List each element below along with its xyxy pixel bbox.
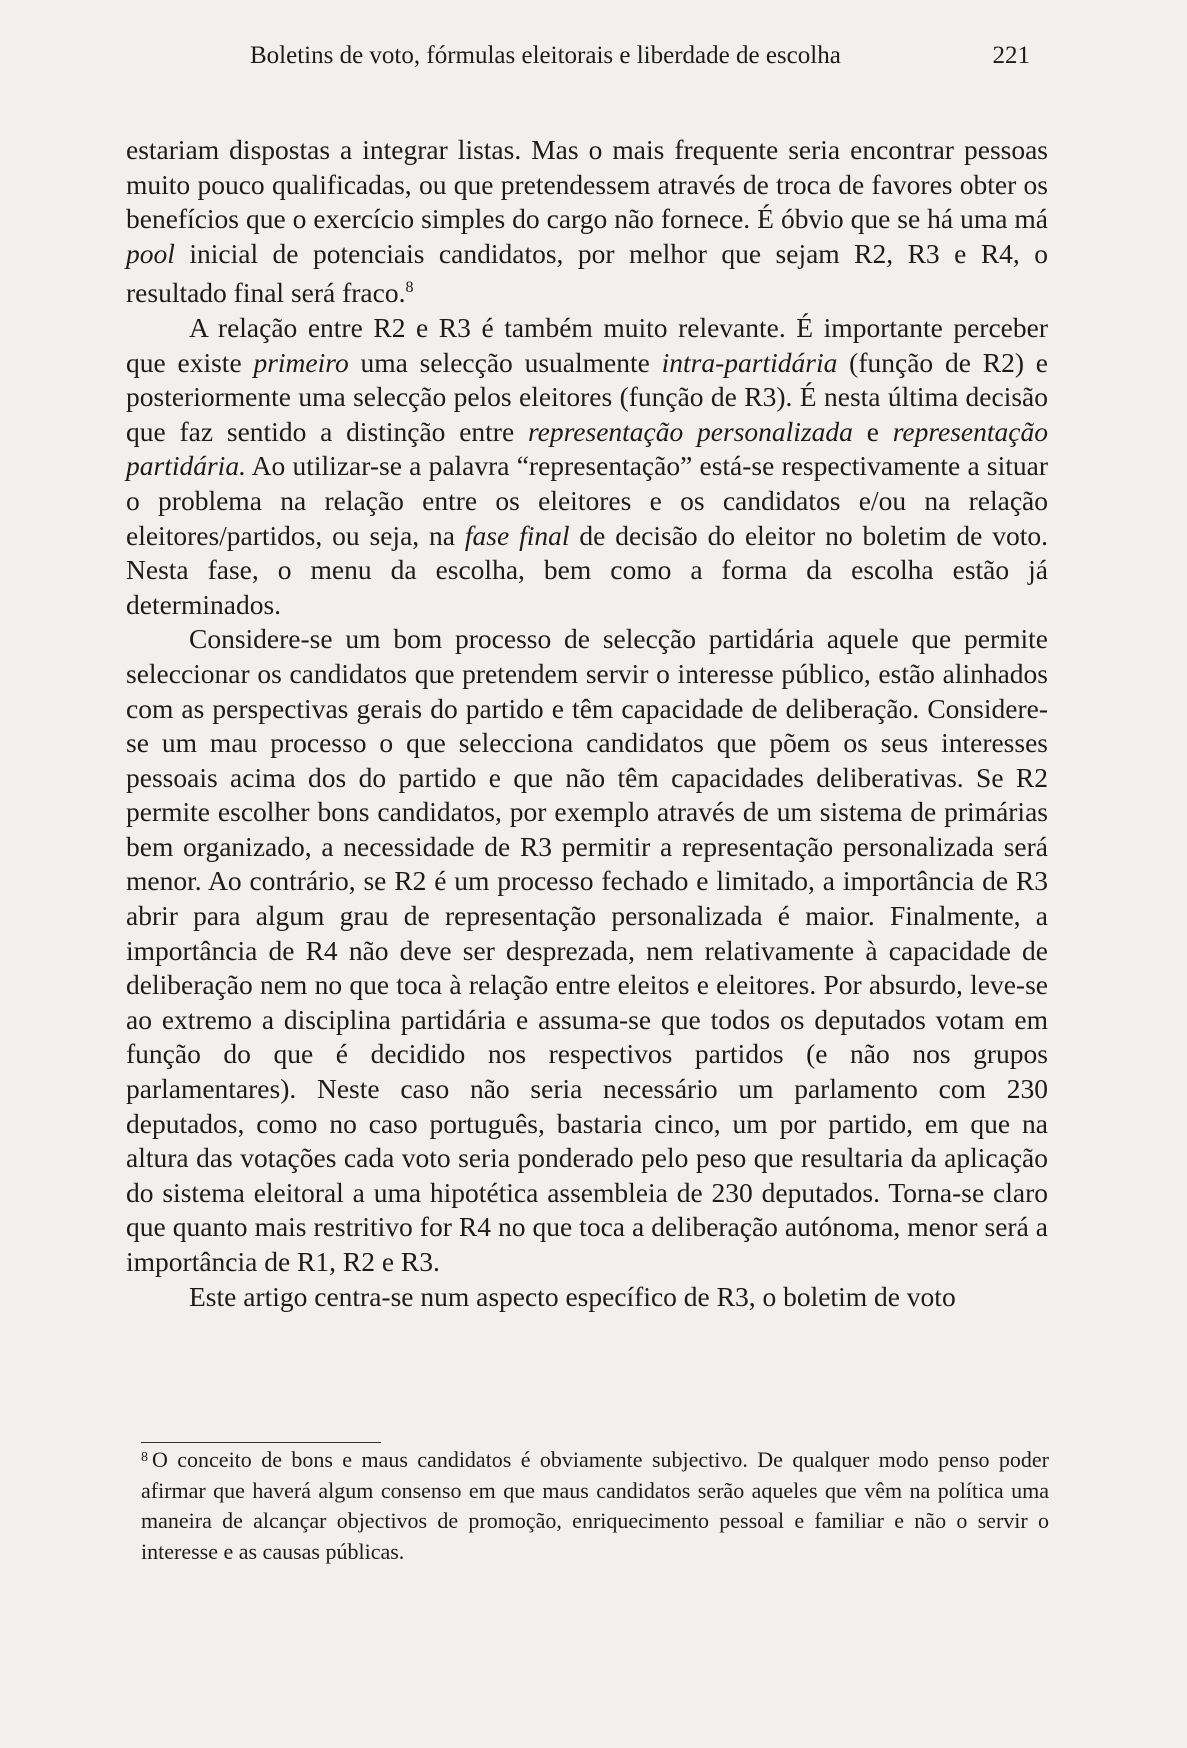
footnote-reference-8: 8: [405, 279, 414, 297]
footnote-paragraph: [141, 1443, 1049, 1567]
paragraph-2-text-b: uma selecção usualmente: [348, 346, 662, 378]
page-number: 221: [992, 42, 1030, 69]
paragraph-2-text-e: Ao utilizar-se a palavra “representação” está-se respectivamente a situar o problema na relação entre os eleitores e os candidatos e/ou na relação eleitores/partidos, ou seja, na: [126, 450, 1048, 551]
footnote-text: O conceito de bons e maus candidatos é obviamente subjectivo. De qualquer modo penso poder afirmar que haverá algum consenso em que maus candidatos serão aqueles que vêm na política uma maneira de alcançar objectivos de promoção, enriquecimento pessoal e familiar e não o servir o interesse e as causas públicas.: [141, 1447, 1049, 1564]
paragraph-2-text-a: A relação entre R2 e R3 é também muito relevante. É importante perceber que existe: [126, 311, 1048, 378]
paragraph-2: [126, 311, 1048, 622]
paragraph-1-italic-pool: pool: [126, 237, 175, 269]
paragraph-1-text-a: estariam dispostas a integrar listas. Mas o mais frequente seria encontrar pessoas muito pouco qualificadas, ou que pretendessem através de troca de favores obter os benefícios que o exercício simples do cargo não fornece. É óbvio que se há uma má: [126, 134, 1048, 235]
paragraph-2-italic-representacao-partidaria: representação partidária.: [126, 415, 1048, 482]
paragraph-2-italic-intra-partidaria: intra-partidária: [661, 346, 838, 378]
paragraph-2-italic-fase-final: fase final: [464, 519, 570, 551]
paragraph-2-text-f: de decisão do eleitor no boletim de voto. Nesta fase, o menu da escolha, bem como a forma da escolha estão já determinados.: [126, 519, 1048, 620]
paragraph-2-text-d: e: [852, 415, 893, 447]
footnote-mark: 8: [141, 1450, 148, 1465]
paragraph-1-text-b: inicial de potenciais candidatos, por melhor que sejam R2, R3 e R4, o resultado final será fraco.: [126, 237, 1048, 309]
paragraph-4: Este artigo centra-se num aspecto específico de R3, o boletim de voto: [189, 1280, 956, 1312]
footnote-8: [141, 1443, 1049, 1567]
paragraph-1: [126, 133, 1048, 311]
running-head: [130, 38, 1030, 74]
paragraph-3: Considere-se um bom processo de selecção partidária aquele que permite seleccionar os candidatos que pretendem servir o interesse público, estão alinhados com as perspectivas gerais do partido e têm capacidade de deliberação. Considere-se um mau processo o que selecciona candidatos que põem os seus interesses pessoais acima dos do partido e que não têm capacidades deliberativas. Se R2 permite escolher bons candidatos, por exemplo através de um sistema de primárias bem organizado, a necessidade de R3 permitir a representação personalizada será menor. Ao contrário, se R2 é um processo fechado e limitado, a importância de R3 abrir para algum grau de representação personalizada é maior. Finalmente, a importância de R4 não deve ser desprezada, nem relativamente à capacidade de deliberação nem no que toca à relação entre eleitos e eleitores. Por absurdo, leve-se ao extremo a disciplina partidária e assuma-se que todos os deputados votam em função do que é decidido nos respectivos partidos (e não nos grupos parlamentares). Neste caso não seria necessário um parlamento com 230 deputados, como no caso português, bastaria cinco, um por partido, em que na altura das votações cada voto seria ponderado pelo peso que resultaria da aplicação do sistema eleitoral a uma hipotética assembleia de 230 deputados. Torna-se claro que quanto mais restritivo for R4 no que toca a deliberação autónoma, menor será a importância de R1, R2 e R3.: [126, 623, 1048, 1277]
body-text: [126, 133, 1048, 1314]
paragraph-2-text-c: (função de R2) e posteriormente uma selecção pelos eleitores (função de R3). É nesta última decisão que faz sentido a distinção entre: [126, 346, 1048, 447]
running-title: Boletins de voto, fórmulas eleitorais e liberdade de escolha: [250, 42, 841, 69]
paragraph-2-italic-primeiro: primeiro: [253, 346, 349, 378]
paragraph-2-italic-representacao-personalizada: representação personalizada: [527, 415, 853, 447]
